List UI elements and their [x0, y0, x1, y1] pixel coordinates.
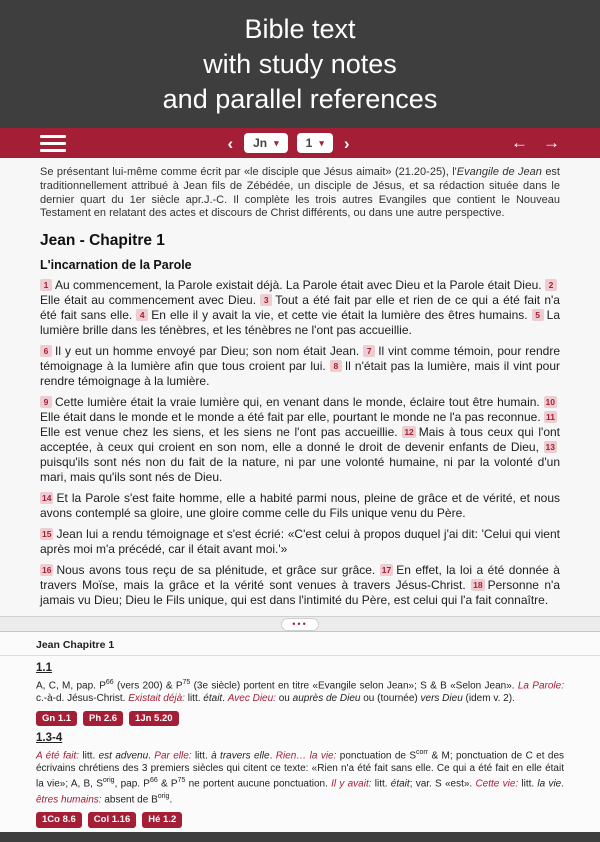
verse-text: Mais à tous ceux qui l'ont acceptée, à ceux qui croient en son nom, elle a donné le droit de devenir enfants de Dieu, [40, 425, 560, 455]
verse-text: Tout a été fait par elle et rien de ce qui a été fait n'a été fait sans elle. [40, 293, 560, 323]
cross-reference-chip[interactable]: Hé 1.2 [142, 812, 182, 827]
verse-number-badge[interactable]: 7 [363, 345, 375, 357]
forward-arrow-icon[interactable]: → [542, 133, 560, 152]
cross-reference-chip[interactable]: 1Jn 5.20 [129, 711, 179, 726]
verse-text: Jean lui a rendu témoignage et s'est écrié: «C'est celui à propos duquel j'ai dit: 'Celui qui vient après moi m'a précédé, car il était avant moi.'» [40, 527, 560, 557]
cross-references-row [36, 711, 564, 726]
note-text: A, C, M, pap. $P^{66}$ (vers 200) & $P^{75}$ (3e siècle) portent en titre «Evangile selon Jean»; S & B «Selon Jean». La Parole: c.-à-d. Jésus-Christ. Existait déjà: litt. était. Avec Dieu: ou auprès de Dieu ou (tournée) vers Dieu (idem v. 2). [36, 679, 564, 704]
verse-number-badge[interactable]: 13 [545, 442, 555, 453]
hero-banner [0, 0, 600, 128]
verse-text: Personne n'a jamais vu Dieu; Dieu le Fils unique, qui est dans l'intimité du Père, est celui qui l'a fait connaître. [40, 578, 560, 608]
bible-text-pane[interactable] [0, 158, 600, 616]
verse-text: Nous avons tous reçu de sa plénitude, et grâce sur grâce. [56, 563, 380, 578]
note-text: A été fait: litt. est advenu. Par elle: litt. à travers elle. Rien… la vie: ponctuation de $S^{corr}$ & M; ponctuation de C et des écrivains chrétiens des 3 premiers siècles qui citent ce texte: «Rien n'a été fait sans elle. Ce qui a été fait en elle était la vie»; A, B, $S^{orig}$, pap. $P^{66}$ & $P^{75}$ ne portent aucune ponctuation. Il y avait: litt. était; var. S «est». Cette vie: litt. la vie. êtres humains: absent de $B^{orig}$. [36, 748, 565, 806]
verse-paragraph [40, 563, 560, 608]
verse-paragraph [40, 344, 560, 389]
hero-title-line-2: with study notes [203, 48, 397, 79]
book-introduction: Se présentant lui-même comme écrit par «le disciple que Jésus aimait» (21.20-25), l'Evangile de Jean est traditionnellement attribué à Jean fils de Zébédée, un disciple de Jésus, et sa rédaction située dans le dernier quart du 1er siècle apr.J.-C. Il complète les trois autres Evangiles que contient le Nouveau Testament en relatant des actes et discours de Christ différents, ou dans une autre perspective. [40, 166, 560, 220]
verse-number-badge[interactable]: 2 [545, 279, 557, 291]
verse-number-badge[interactable]: 1 [40, 279, 52, 291]
verse-text: En effet, la loi a été donnée à travers Moïse, mais la grâce et la vérité sont venues à travers Jésus-Christ. [40, 563, 560, 593]
cross-reference-chip[interactable]: 1Co 8.6 [36, 812, 82, 827]
verse-text: Elle était au commencement avec Dieu. [40, 293, 261, 308]
verse-text: Elle est venue chez les siens, et les siens ne l'ont pas accueillie. [40, 425, 403, 440]
verse-number-badge[interactable]: 9 [40, 396, 52, 408]
study-notes-pane[interactable] [0, 632, 600, 832]
bottom-frame [0, 832, 600, 842]
verses-container [40, 278, 560, 608]
verse-number-badge[interactable]: 18 [473, 580, 483, 591]
verse-number-badge[interactable]: 3 [260, 294, 272, 306]
verse-number-badge[interactable]: 6 [40, 345, 52, 357]
chevron-down-icon: ▾ [274, 137, 279, 148]
splitter-handle-button[interactable]: ••• [281, 618, 318, 631]
menu-button[interactable] [40, 135, 66, 152]
history-navigation [511, 133, 560, 153]
chapter-title: Jean - Chapitre 1 [40, 232, 165, 250]
verse-text: Il vint comme témoin, pour rendre témoignage à la lumière afin que tous croient par lui. [40, 344, 560, 374]
verse-text: puisqu'ils sont nés non du fait de la nature, ni par une volonté humaine, ni par la volonté d'un mari, mais qu'ils sont nés de Dieu. [40, 455, 560, 485]
verse-text: Il n'était pas la lumière, mais il vint pour rendre témoignage à la lumière. [40, 359, 560, 389]
verse-text: Au commencement, la Parole existait déjà. La Parole était avec Dieu et la Parole était Dieu. [55, 278, 545, 293]
chapter-select-value: 1 [305, 136, 313, 150]
note-reference-heading: 1.1 [36, 662, 52, 674]
cross-reference-chip[interactable]: Gn 1.1 [36, 711, 77, 726]
verse-text: Et la Parole s'est faite homme, elle a habité parmi nous, pleine de grâce et de vérité, et nous avons contemplé sa gloire, une gloire comme celle du Fils unique venu du Père. [40, 491, 560, 521]
hero-title-line-3: and parallel references [162, 83, 438, 114]
verse-number-badge[interactable]: 5 [532, 309, 544, 321]
note-reference-heading: 1.3-4 [36, 731, 63, 744]
verse-number-badge[interactable]: 17 [381, 565, 392, 576]
chevron-down-icon: ▾ [319, 137, 324, 148]
book-select[interactable] [244, 133, 288, 153]
verse-number-badge[interactable]: 16 [42, 565, 52, 576]
verse-paragraph [40, 491, 560, 521]
cross-references-row [36, 812, 564, 827]
verse-number-badge[interactable]: 12 [404, 427, 414, 438]
verse-number-badge[interactable]: 11 [546, 412, 555, 423]
verse-text: Il y eut un homme envoyé par Dieu; son nom était Jean. [55, 344, 364, 359]
previous-chapter-icon[interactable]: ‹ [227, 133, 234, 153]
pane-splitter[interactable] [0, 616, 600, 632]
section-title-1: L'incarnation de la Parole [40, 258, 192, 273]
verse-number-badge[interactable]: 15 [42, 529, 52, 540]
verse-text: En elle il y avait la vie, et cette vie était la lumière des êtres humains. [151, 308, 532, 323]
back-arrow-icon[interactable]: ← [510, 133, 528, 152]
verse-paragraph [40, 278, 560, 338]
cross-reference-chip[interactable]: Col 1.16 [88, 812, 136, 827]
verse-text: Elle était dans le monde et le monde a été fait par elle, pourtant le monde ne l'a pas reconnue. [40, 410, 544, 425]
next-chapter-icon[interactable]: › [343, 133, 350, 153]
notes-header: Jean Chapitre 1 [0, 637, 600, 656]
verse-paragraph [40, 527, 560, 557]
cross-reference-chip[interactable]: Ph 2.6 [83, 711, 123, 726]
notes-entries [36, 662, 564, 828]
verse-number-badge[interactable]: 4 [136, 309, 148, 321]
verse-text: Cette lumière était la vraie lumière qui, en venant dans le monde, éclaire tout être humain. [55, 395, 544, 410]
hamburger-icon [40, 135, 66, 138]
chapter-select[interactable] [297, 133, 333, 153]
verse-number-badge[interactable]: 8 [330, 360, 342, 372]
toolbar [0, 128, 600, 158]
verse-paragraph [40, 395, 560, 485]
verse-text: La lumière brille dans les ténèbres, et les ténèbres ne l'ont pas accueillie. [40, 308, 561, 338]
hero-title-line-1: Bible text [244, 13, 356, 44]
verse-number-badge[interactable]: 14 [42, 493, 52, 504]
verse-number-badge[interactable]: 10 [545, 397, 555, 408]
chapter-navigation [225, 133, 351, 153]
book-select-value: Jn [253, 136, 268, 150]
